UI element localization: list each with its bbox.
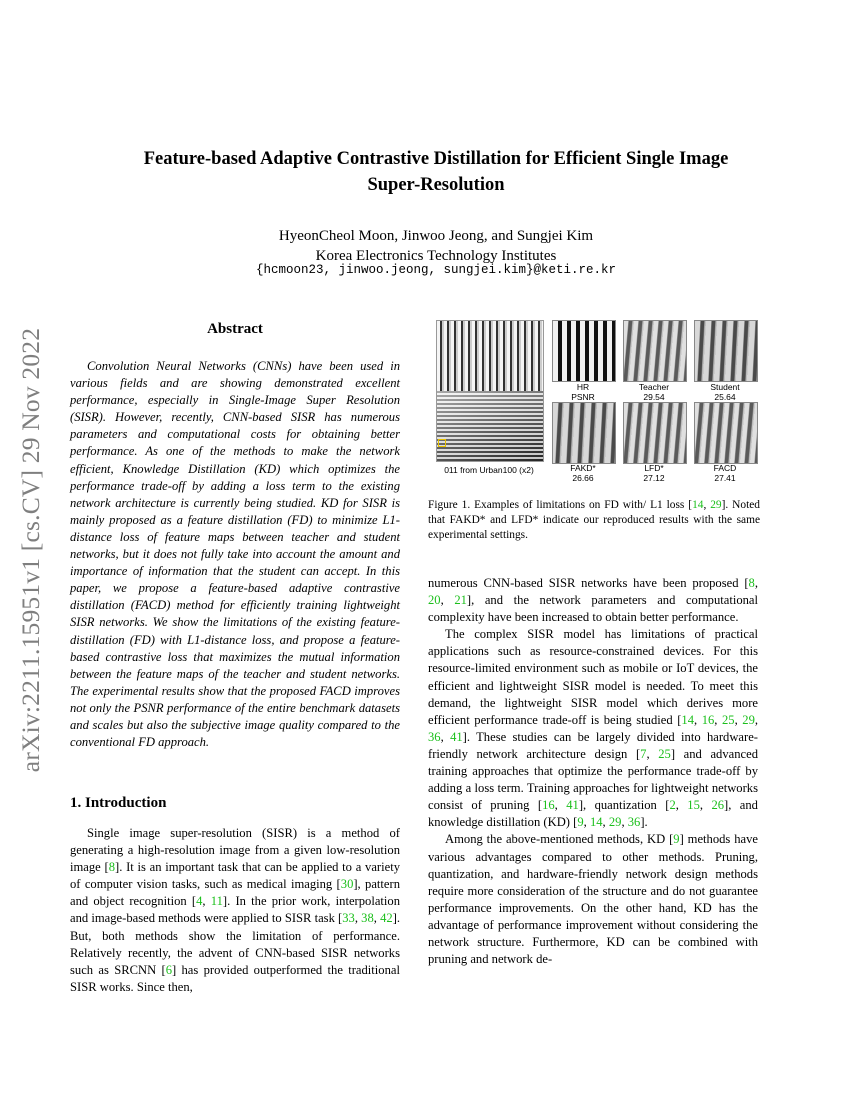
patch-value: 26.66 bbox=[572, 473, 594, 483]
patch-label bbox=[623, 382, 685, 402]
citation-link[interactable]: 33 bbox=[342, 911, 355, 926]
citation-link[interactable]: 16 bbox=[701, 712, 715, 727]
patch-name: FAKD* bbox=[570, 463, 596, 473]
intro-column-1 bbox=[70, 825, 400, 996]
author-block bbox=[70, 226, 802, 266]
citation-link[interactable]: 29 bbox=[710, 499, 722, 511]
paper-title bbox=[70, 146, 802, 198]
authors: HyeonCheol Moon, Jinwoo Jeong, and Sungjei Kim bbox=[278, 228, 594, 244]
title-line-2: Super-Resolution bbox=[367, 175, 505, 195]
citation-link[interactable]: 14 bbox=[692, 499, 704, 511]
citation-link[interactable]: 36 bbox=[627, 815, 641, 830]
figure-main-image bbox=[436, 320, 544, 462]
text: ] has provided outperformed the traditional SISR works. Since then, bbox=[70, 962, 400, 994]
arxiv-sidebar-stamp bbox=[8, 290, 54, 810]
intro-paragraph: Single image super-resolution (SISR) is a method of generating a high-resolution image from a given low-resolution image [8]. It is an important task that can be applied to a variety of computer vision tasks, such as medical imaging [30], pattern and object recognition [4, 11]. In the prior work, interpolation and image-based methods were applied to SISR task [33, 38, 42]. But, both methods show the limitation of performance. Relatively recently, the advent of CNN-based SISR networks such as SRCNN [6] has provided outperformed the traditional SISR works. Since then, bbox=[70, 826, 401, 994]
intro-column-2 bbox=[428, 575, 758, 968]
intro-paragraph: The complex SISR model has limitations of practical applications such as resource-constrained devices. For this resource-limited environment such as mobile or IoT devices, the efficient and lightweight SISR model is needed. To meet this demand, the lightweight SISR model which derives more efficient performance trade-off is being studied [14, 16, 25, 29, 36, 41]. These studies can be largely divided into hardware-friendly network architecture design [7, 25] and advanced training approaches that optimize the performance trade-off by adding a loss term. Training approaches for lightweight networks consist of pruning [16, 41], quantization [2, 15, 26], and knowledge distillation (KD) [9, 14, 29, 36]. bbox=[428, 627, 759, 830]
citation-link[interactable]: 16 bbox=[542, 798, 555, 813]
citation-link[interactable]: 7 bbox=[640, 746, 647, 761]
text: ]. In the prior work, interpolation and image-based methods were applied to SISR task [ bbox=[70, 894, 401, 926]
citation-link[interactable]: 14 bbox=[589, 815, 603, 830]
patch-value: PSNR bbox=[571, 392, 595, 402]
patch-name: HR bbox=[576, 382, 590, 392]
patch-facd bbox=[694, 402, 758, 464]
citation-link[interactable]: 25 bbox=[658, 746, 671, 761]
text: numerous CNN-based SISR networks have been proposed [ bbox=[428, 576, 749, 590]
patch-lfd bbox=[623, 402, 687, 464]
citation-link[interactable]: 8 bbox=[108, 860, 115, 875]
citation-link[interactable]: 41 bbox=[566, 798, 579, 813]
abstract-heading: Abstract bbox=[207, 321, 263, 337]
patch-value: 29.54 bbox=[643, 392, 665, 402]
patch-hr bbox=[552, 320, 616, 382]
citation-link[interactable]: 6 bbox=[165, 962, 172, 977]
citation-link[interactable]: 36 bbox=[428, 729, 441, 744]
title-line-1: Feature-based Adaptive Contrastive Distillation for Efficient Single Image bbox=[143, 149, 729, 169]
patch-label bbox=[694, 382, 756, 402]
text: The complex SISR model has limitations of practical applications such as resource-constrained devices. For this resource-limited environment such as mobile or IoT devices, the efficient and lightweight SISR model is needed. To meet this demand, the lightweight SISR model which derives more efficient performance trade-off is being studied [ bbox=[428, 627, 758, 727]
image-shading bbox=[437, 391, 543, 461]
text: Figure 1. Examples of limitations on FD with/ L1 loss [ bbox=[428, 499, 693, 511]
citation-link[interactable]: 2 bbox=[669, 798, 676, 813]
building-facade bbox=[437, 321, 543, 391]
patch-label bbox=[694, 463, 756, 483]
citation-link[interactable]: 9 bbox=[577, 815, 584, 830]
citation-link[interactable]: 11 bbox=[210, 894, 223, 909]
text: ] methods have various advantages compared to other methods. Pruning, quantization, and hardware-friendly network design methods require more consideration of the structure and do not guarantee performance improvements. On the other hand, KD has the advantage of performance improvement without considering the network structure. Furthermore, KD can be combined with pruning and network de- bbox=[428, 832, 758, 967]
abstract-text: Convolution Neural Networks (CNNs) have been used in various fields and are showing demonstrated excellent performance, especially in Single-Image Super Resolution (SISR). However, recently, CNN-based SISR has numerous parameters and computational costs for obtaining better performance. As one of the methods to make the network efficient, Knowledge Distillation (KD) which optimizes the performance trade-off by adding a loss term to the existing network architecture is currently being studied. KD for SISR is mainly proposed as a feature distillation (FD) to minimize L1-distance loss of feature maps between teacher and student networks, but it does not fully take into account the amount and importance of information that the student can accept. In this paper, we propose a feature-based adaptive contrastive distillation (FACD) method for efficiently training lightweight SISR networks. We show the limitations of the existing feature-distillation (FD) with L1-distance loss, and propose a feature-based contrastive loss that maximizes the mutual information between the feature maps of the teacher and student networks. The experimental results show that the proposed FACD improves not only the PSNR performance of the entire benchmark datasets and scales but also the subjective image quality compared to the conventional FD approach. bbox=[70, 359, 400, 750]
citation-link[interactable]: 21 bbox=[454, 593, 467, 608]
arxiv-id: arXiv:2211.15951v1 [cs.CV] 29 Nov 2022 bbox=[16, 327, 45, 773]
citation-link[interactable]: 26 bbox=[711, 798, 725, 813]
text: Single image super-resolution (SISR) is a method of generating a high-resolution image from a given low-resolution image [ bbox=[70, 826, 400, 875]
citation-link[interactable]: 25 bbox=[721, 712, 735, 727]
text: ]. bbox=[640, 815, 648, 830]
text: Among the above-mentioned methods, KD [ bbox=[445, 832, 674, 847]
citation-link[interactable]: 4 bbox=[196, 894, 203, 909]
crop-box bbox=[438, 439, 446, 447]
citation-link[interactable]: 41 bbox=[450, 729, 463, 744]
citation-link[interactable]: 20 bbox=[428, 593, 441, 608]
text: ], pattern and object recognition [ bbox=[70, 877, 401, 909]
text: ], and knowledge distillation (KD) [ bbox=[428, 798, 758, 830]
citation-link[interactable]: 9 bbox=[673, 832, 680, 847]
citation-link[interactable]: 30 bbox=[340, 877, 354, 892]
patch-value: 25.64 bbox=[714, 392, 736, 402]
citation-link[interactable]: 42 bbox=[380, 911, 393, 926]
figure-caption: Figure 1. Examples of limitations on FD with/ L1 loss [14, 29]. Noted that FAKD* and LFD* indicate our reproduced results with the same experimental settings. bbox=[428, 499, 760, 541]
text: ]. Noted that FAKD* and LFD* indicate our reproduced results with the same experimental settings. bbox=[428, 499, 760, 541]
section-heading: 1. Introduction bbox=[70, 795, 167, 811]
citation-link[interactable]: 14 bbox=[681, 712, 694, 727]
citation-link[interactable]: 15 bbox=[687, 798, 700, 813]
citation-link[interactable]: 29 bbox=[742, 712, 755, 727]
patch-label bbox=[552, 463, 614, 483]
text: ] and advanced training approaches that optimize the performance trade-off by adding a loss term. Training approaches for lightweight networks consist of pruning [ bbox=[428, 746, 758, 813]
figure-main-label: 011 from Urban100 (x2) bbox=[444, 465, 534, 475]
patch-fakd bbox=[552, 402, 616, 464]
intro-paragraph: numerous CNN-based SISR networks have been proposed [8, 20, 21], and the network parameters and computational complexity have been increased to obtain better performance. bbox=[428, 576, 759, 625]
patch-value: 27.41 bbox=[714, 473, 736, 483]
citation-link[interactable]: 29 bbox=[608, 815, 622, 830]
affiliation: Korea Electronics Technology Institutes bbox=[315, 248, 557, 264]
text: ]. It is an important task that can be applied to a variety of computer vision tasks, such as medical imaging [ bbox=[70, 860, 400, 892]
patch-name: Teacher bbox=[638, 382, 670, 392]
email: {hcmoon23, jinwoo.jeong, sungjei.kim}@keti.re.kr bbox=[255, 263, 617, 277]
patch-name: FACD bbox=[713, 463, 737, 473]
patch-label bbox=[552, 382, 614, 402]
patch-student bbox=[694, 320, 758, 382]
text: ], and the network parameters and computational complexity have been increased to obtain better performance. bbox=[428, 593, 759, 625]
text: ]. These studies can be largely divided into hardware-friendly network architecture design [ bbox=[428, 729, 758, 761]
citation-link[interactable]: 38 bbox=[361, 911, 374, 926]
text: ], quantization [ bbox=[578, 798, 670, 813]
patch-teacher bbox=[623, 320, 687, 382]
citation-link[interactable]: 8 bbox=[748, 576, 755, 590]
figure-1 bbox=[436, 320, 758, 483]
text: ]. But, both methods show the limitation of performance. Relatively recently, the advent of CNN-based SISR networks such as SRCNN [ bbox=[70, 911, 401, 977]
patch-name: Student bbox=[710, 382, 740, 392]
intro-paragraph bbox=[428, 831, 758, 968]
patch-label bbox=[623, 463, 685, 483]
patch-name: LFD* bbox=[644, 463, 664, 473]
patch-value: 27.12 bbox=[643, 473, 665, 483]
